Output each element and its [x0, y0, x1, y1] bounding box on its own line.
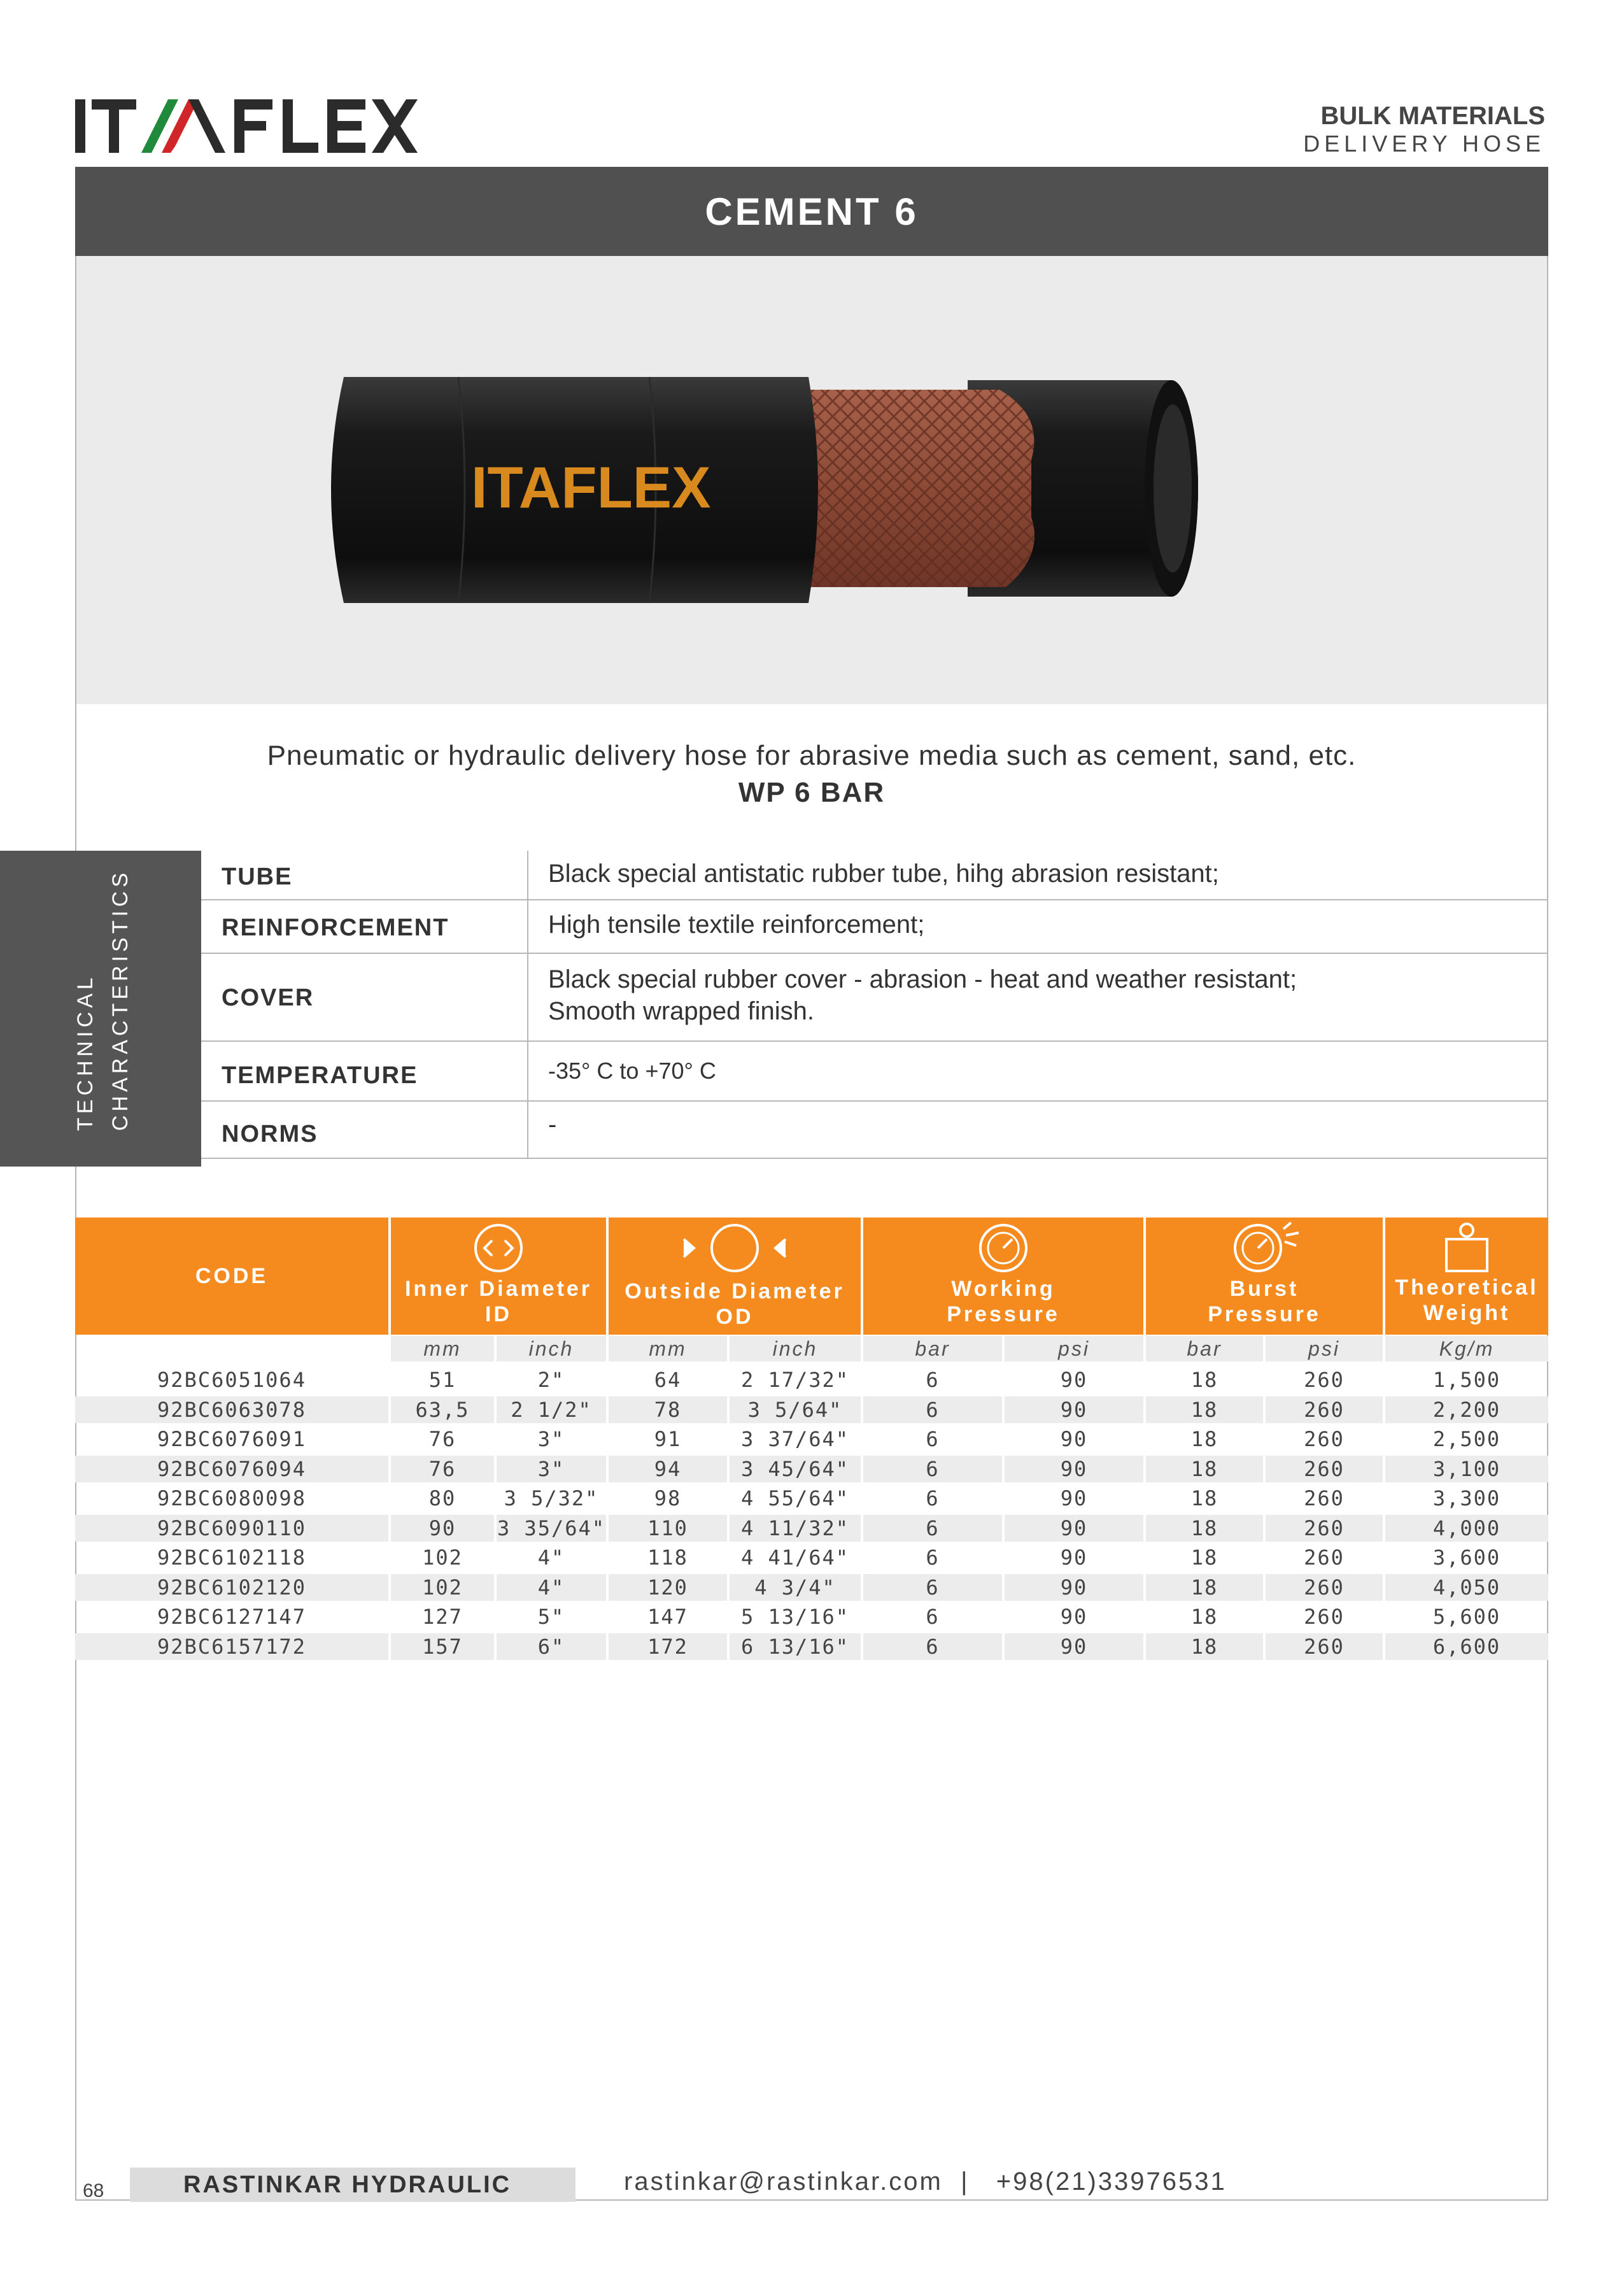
cell-wp-bar: 6 — [863, 1396, 1002, 1423]
cell-code: 92BC6076091 — [157, 1427, 306, 1451]
cell-bp-psi: 260 — [1304, 1545, 1345, 1570]
table-row — [75, 1426, 1548, 1454]
cell-code: 92BC6102118 — [157, 1545, 306, 1570]
tech-label-cover: COVER — [222, 984, 314, 1011]
tech-value-norms: - — [548, 1111, 557, 1139]
cell-id-inch: 6" — [497, 1633, 606, 1660]
table-row — [75, 1603, 1548, 1631]
cell-wp-bar: 6 — [863, 1456, 1002, 1482]
cell-code: 92BC6076094 — [75, 1456, 388, 1482]
cell-bp-bar: 18 — [1146, 1633, 1263, 1660]
category-title: BULK MATERIALS — [1320, 102, 1545, 130]
cell-wp-psi: 90 — [1005, 1396, 1143, 1423]
cell-weight: 2,500 — [1432, 1427, 1501, 1451]
cell-od-inch: 5 13/16" — [740, 1605, 850, 1629]
cell-id-inch: 5" — [537, 1605, 565, 1629]
units-row — [75, 1336, 1548, 1364]
tech-row-norms — [201, 1102, 1548, 1159]
cell-bp-bar: 18 — [1146, 1456, 1263, 1482]
cell-bp-psi: 260 — [1266, 1574, 1383, 1601]
cell-id-mm: 127 — [422, 1605, 463, 1629]
tech-label-temperature: TEMPERATURE — [222, 1062, 418, 1089]
table-row — [75, 1456, 1548, 1484]
cell-od-mm: 120 — [609, 1574, 727, 1601]
cell-od-inch: 4 55/64" — [740, 1486, 850, 1510]
table-row — [75, 1574, 1548, 1602]
cell-od-mm: 64 — [654, 1368, 682, 1392]
cell-code: 92BC6102120 — [75, 1574, 388, 1601]
cell-id-mm: 80 — [428, 1486, 456, 1510]
tech-label-norms: NORMS — [222, 1121, 318, 1147]
tech-value-temperature: -35° C to +70° C — [548, 1058, 716, 1084]
cell-wp-bar: 6 — [926, 1545, 940, 1570]
footer-company-name: RASTINKAR HYDRAULIC — [183, 2171, 512, 2198]
technical-characteristics-tab — [0, 851, 201, 1167]
cell-id-inch: 4" — [497, 1574, 606, 1601]
cell-bp-bar: 18 — [1146, 1515, 1263, 1542]
cell-bp-psi: 260 — [1266, 1396, 1383, 1423]
inner-diameter-icon — [473, 1223, 524, 1274]
cell-wp-bar: 6 — [926, 1368, 940, 1392]
cell-wp-psi: 90 — [1005, 1456, 1143, 1482]
header-outside-diameter: Outside Diameter OD — [609, 1218, 861, 1335]
cell-weight: 3,300 — [1432, 1486, 1501, 1510]
page-number: 68 — [83, 2180, 104, 2201]
cell-code: 92BC6051064 — [157, 1368, 306, 1392]
unit-od-mm: mm — [609, 1336, 727, 1361]
cell-weight: 5,600 — [1432, 1605, 1501, 1629]
cell-wp-bar: 6 — [863, 1633, 1002, 1660]
cell-id-inch: 4" — [537, 1545, 565, 1570]
table-row — [75, 1544, 1548, 1572]
cell-weight: 4,050 — [1385, 1574, 1548, 1601]
cell-id-mm: 63,5 — [391, 1396, 494, 1423]
cell-wp-psi: 90 — [1060, 1427, 1088, 1451]
cell-id-inch: 2 1/2" — [497, 1396, 606, 1423]
cell-wp-bar: 6 — [926, 1486, 940, 1510]
table-row — [75, 1485, 1548, 1513]
cell-bp-bar: 18 — [1190, 1368, 1218, 1392]
weight-icon — [1441, 1221, 1492, 1275]
cell-id-mm: 157 — [391, 1633, 494, 1660]
cell-od-inch: 3 37/64" — [740, 1427, 850, 1451]
cell-wp-psi: 90 — [1005, 1633, 1143, 1660]
hose-image — [76, 256, 1547, 704]
cell-wp-bar: 6 — [926, 1605, 940, 1629]
working-pressure-summary: WP 6 BAR — [738, 777, 886, 808]
cell-weight: 1,500 — [1432, 1368, 1501, 1392]
cell-wp-psi: 90 — [1060, 1545, 1088, 1570]
svg-text:TECHNICAL: TECHNICAL — [73, 974, 97, 1131]
cell-bp-psi: 260 — [1304, 1605, 1345, 1629]
cell-code: 92BC6157172 — [75, 1633, 388, 1660]
cell-weight: 2,200 — [1385, 1396, 1548, 1423]
cell-bp-bar: 18 — [1190, 1545, 1218, 1570]
burst-gauge-icon — [1232, 1220, 1303, 1274]
unit-id-mm: mm — [391, 1336, 494, 1361]
product-title: CEMENT 6 — [705, 190, 919, 233]
itaflex-logo — [75, 94, 419, 158]
cell-od-mm: 118 — [647, 1545, 688, 1570]
table-row — [75, 1396, 1548, 1424]
cell-od-mm: 147 — [647, 1605, 688, 1629]
product-title-bar — [75, 167, 1548, 256]
cell-od-mm: 110 — [609, 1515, 727, 1542]
cell-od-mm: 94 — [609, 1456, 727, 1482]
unit-weight: Kg/m — [1385, 1336, 1548, 1361]
cell-id-inch: 2" — [537, 1368, 565, 1392]
tech-value-cover-finish: Smooth wrapped finish. — [548, 997, 815, 1025]
cell-id-inch: 3 35/64" — [497, 1516, 606, 1540]
cell-wp-bar: 6 — [863, 1574, 1002, 1601]
tech-value-cover: Black special rubber cover - abrasion - heat and weather resistant; — [548, 965, 1297, 993]
cell-id-inch: 3" — [497, 1456, 606, 1482]
cell-od-mm: 91 — [654, 1427, 682, 1451]
cell-wp-psi: 90 — [1060, 1486, 1088, 1510]
cell-bp-psi: 260 — [1304, 1427, 1345, 1451]
cell-id-mm: 51 — [428, 1368, 456, 1392]
svg-text:ITAFLEX: ITAFLEX — [471, 455, 711, 520]
cell-id-inch: 3" — [537, 1427, 565, 1451]
cell-bp-psi: 260 — [1266, 1456, 1383, 1482]
cell-wp-psi: 90 — [1005, 1574, 1143, 1601]
product-description: Pneumatic or hydraulic delivery hose for abrasive media such as cement, sand, etc. — [267, 740, 1357, 771]
tech-row-reinforcement — [201, 900, 1548, 954]
cell-bp-bar: 18 — [1190, 1605, 1218, 1629]
cell-code: 92BC6063078 — [75, 1396, 388, 1423]
cell-id-mm: 76 — [391, 1456, 494, 1482]
header-burst-pressure: Burst Pressure — [1146, 1218, 1383, 1335]
cell-bp-psi: 260 — [1304, 1368, 1345, 1392]
unit-wp-bar: bar — [863, 1336, 1002, 1361]
technical-label-vertical — [25, 851, 140, 1167]
cell-od-inch: 4 3/4" — [730, 1574, 861, 1601]
cell-od-inch: 6 13/16" — [730, 1633, 861, 1660]
cell-wp-psi: 90 — [1060, 1368, 1088, 1392]
cell-bp-bar: 18 — [1146, 1574, 1263, 1601]
cell-id-inch: 3 5/32" — [504, 1486, 599, 1510]
cell-bp-bar: 18 — [1146, 1396, 1263, 1423]
outside-diameter-icon — [677, 1223, 792, 1274]
tech-row-temperature — [201, 1042, 1548, 1102]
cell-bp-bar: 18 — [1190, 1486, 1218, 1510]
header-code: CODE — [75, 1218, 388, 1335]
cell-id-mm: 76 — [428, 1427, 456, 1451]
cell-od-inch: 2 17/32" — [740, 1368, 850, 1392]
table-row — [75, 1515, 1548, 1543]
cell-bp-psi: 260 — [1304, 1486, 1345, 1510]
category-subtitle: DELIVERY HOSE — [1303, 131, 1545, 157]
cell-code: 92BC6127147 — [157, 1605, 306, 1629]
unit-bp-bar: bar — [1146, 1336, 1263, 1361]
cell-weight: 4,000 — [1385, 1515, 1548, 1542]
table-row — [75, 1367, 1548, 1395]
footer-contact: rastinkar@rastinkar.com | +98(21)33976531 — [624, 2168, 1227, 2196]
cell-bp-psi: 260 — [1266, 1633, 1383, 1660]
cell-od-inch: 3 45/64" — [730, 1456, 861, 1482]
cell-code: 92BC6090110 — [75, 1515, 388, 1542]
unit-bp-psi: psi — [1266, 1336, 1383, 1361]
cell-weight: 6,600 — [1385, 1633, 1548, 1660]
cell-od-mm: 172 — [609, 1633, 727, 1660]
cell-od-mm: 78 — [609, 1396, 727, 1423]
cell-weight: 3,600 — [1432, 1545, 1501, 1570]
cell-wp-psi: 90 — [1005, 1515, 1143, 1542]
header-working-pressure: Working Pressure — [863, 1218, 1143, 1335]
cell-code: 92BC6080098 — [157, 1486, 306, 1510]
cell-bp-psi: 260 — [1266, 1515, 1383, 1542]
tech-row-cover — [201, 954, 1548, 1042]
cell-wp-bar: 6 — [863, 1515, 1002, 1542]
tech-label-reinforcement: REINFORCEMENT — [222, 914, 449, 941]
tech-value-reinforcement: High tensile textile reinforcement; — [548, 911, 925, 939]
header-theoretical-weight: Theoretical Weight — [1385, 1218, 1548, 1335]
svg-text:CHARACTERISTICS: CHARACTERISTICS — [108, 869, 132, 1131]
cell-id-mm: 102 — [422, 1545, 463, 1570]
cell-id-mm: 102 — [391, 1574, 494, 1601]
unit-wp-psi: psi — [1005, 1336, 1143, 1361]
cell-od-inch: 4 11/32" — [730, 1515, 861, 1542]
cell-id-mm: 90 — [391, 1515, 494, 1542]
cell-bp-bar: 18 — [1190, 1427, 1218, 1451]
unit-id-inch: inch — [497, 1336, 606, 1361]
tech-row-tube — [201, 851, 1548, 900]
table-header — [75, 1218, 1548, 1335]
header-inner-diameter: Inner Diameter ID — [391, 1218, 606, 1335]
unit-od-inch: inch — [730, 1336, 861, 1361]
cell-wp-psi: 90 — [1060, 1605, 1088, 1629]
tech-label-tube: TUBE — [222, 863, 293, 890]
tech-value-tube: Black special antistatic rubber tube, hihg abrasion resistant; — [548, 860, 1219, 888]
cell-wp-bar: 6 — [926, 1427, 940, 1451]
cell-od-inch: 3 5/64" — [730, 1396, 861, 1423]
cell-od-inch: 4 41/64" — [740, 1545, 850, 1570]
cell-weight: 3,100 — [1385, 1456, 1548, 1482]
cell-od-mm: 98 — [654, 1486, 682, 1510]
table-row — [75, 1633, 1548, 1661]
product-image-area — [76, 256, 1547, 704]
pressure-gauge-icon — [978, 1223, 1029, 1274]
